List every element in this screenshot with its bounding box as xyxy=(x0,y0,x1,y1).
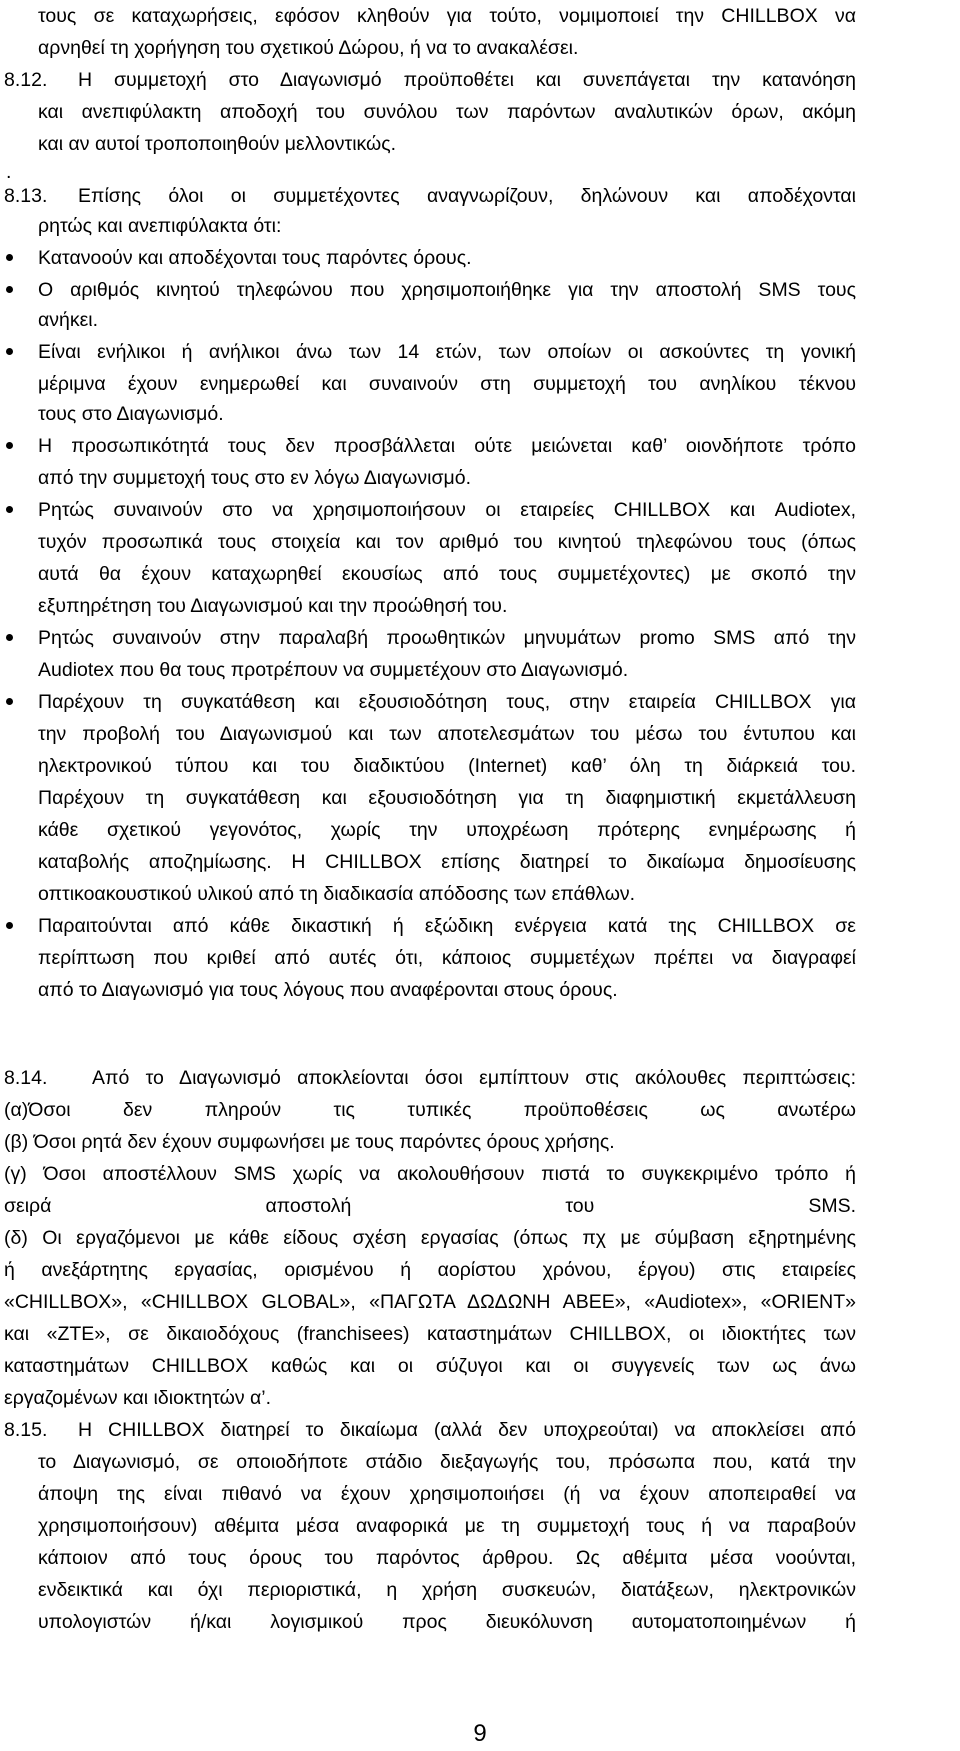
bullet-text: τυχόν προσωπικά τους στοιχεία και τον αριθμό του κινητού τηλεφώνου τους (όπως xyxy=(38,531,856,553)
section-8-14-text: «CHILLBOX», «CHILLBOX GLOBAL», «ΠΑΓΩΤΑ ΔΩΔΩΝΗ ΑΒΕΕ», «Audiotex», «ORIENT» xyxy=(4,1291,856,1313)
bullet-text: Παραιτούνται από κάθε δικαστική ή εξώδικη ενέργεια κατά της CHILLBOX σε xyxy=(38,915,856,937)
section-8-14-text: ή ανεξάρτητης εργασίας, ορισμένου ή αορίστου χρόνου, έργου) στις εταιρείες xyxy=(4,1259,856,1281)
section-8-13-text: ρητώς και ανεπιφύλακτα ότι: xyxy=(38,215,282,237)
section-8-12-text: και αν αυτοί τροποποιηθούν μελλοντικώς. xyxy=(38,133,397,155)
intro-line: τους σε καταχωρήσεις, εφόσον κληθούν για τούτο, νομιμοποιεί την CHILLBOX να xyxy=(38,5,856,27)
bullet-text: Παρέχουν τη συγκατάθεση και εξουσιοδότηση για τη διαφημιστική εκμετάλλευση xyxy=(38,787,856,809)
bullet-text: Παρέχουν τη συγκατάθεση και εξουσιοδότηση τους, στην εταιρεία CHILLBOX για xyxy=(38,691,856,713)
bullet-icon xyxy=(6,348,13,355)
bullet-icon xyxy=(6,442,13,449)
bullet-text: μέριμνα έχουν ενημερωθεί και συναινούν στη συμμετοχή του ανηλίκου τέκνου xyxy=(38,373,856,395)
section-8-15-text: Η CHILLBOX διατηρεί το δικαίωμα (αλλά δεν υποχρεούται) να αποκλείσει από xyxy=(78,1419,856,1441)
bullet-text: Είναι ενήλικοι ή ανήλικοι άνω των 14 ετών, των οποίων οι ασκούντες τη γονική xyxy=(38,341,856,363)
bullet-text: από την συμμετοχή τους στο εν λόγω Διαγωνισμό. xyxy=(38,467,471,489)
bullet-text: κάθε σχετικού γεγονότος, χωρίς την υποχρέωση πρότερης ενημέρωσης ή xyxy=(38,819,856,841)
section-8-14-heading: Από το Διαγωνισμό αποκλείονται όσοι εμπίπτουν στις ακόλουθες περιπτώσεις: xyxy=(92,1067,856,1089)
section-8-15-text: κάποιον από τους όρους του παρόντος άρθρου. Ως αθέμιτα μέσα νοούνται, xyxy=(38,1547,856,1569)
bullet-icon xyxy=(6,506,13,513)
bullet-text: τους στο Διαγωνισμό. xyxy=(38,403,224,425)
bullet-text: Ο αριθμός κινητού τηλεφώνου που χρησιμοποιήθηκε για την αποστολή SMS τους xyxy=(38,279,856,301)
section-8-13-text: Επίσης όλοι οι συμμετέχοντες αναγνωρίζουν, δηλώνουν και αποδέχονται xyxy=(78,185,856,207)
bullet-text: την προβολή του Διαγωνισμού και των αποτελεσμάτων του μέσω του έντυπου και xyxy=(38,723,856,745)
bullet-text: αυτά θα έχουν καταχωρηθεί εκουσίως από τους συμμετέχοντες) με σκοπό την xyxy=(38,563,856,585)
section-8-14-text: σειρά αποστολή του SMS. xyxy=(4,1195,856,1217)
section-number: 8.14. xyxy=(4,1067,48,1089)
bullet-text: Audiotex που θα τους προτρέπουν να συμμετέχουν στο Διαγωνισμό. xyxy=(38,659,629,681)
section-8-15-text: άποψη της είναι πιθανό να έχουν χρησιμοποιήσει (ή να έχουν αποπειραθεί να xyxy=(38,1483,856,1505)
section-8-15-text: υπολογιστών ή/και λογισμικού προς διευκόλυνση αυτοματοποιημένων ή xyxy=(38,1611,856,1633)
section-8-15-text: το Διαγωνισμό, σε οποιοδήποτε στάδιο διεξαγωγής του, πρόσωπα που, κατά την xyxy=(38,1451,856,1473)
bullet-icon xyxy=(6,922,13,929)
section-number: 8.13. xyxy=(4,185,48,207)
section-8-14-text: (α)Όσοι δεν πληρούν τις τυπικές προϋποθέσεις ως ανωτέρω xyxy=(4,1099,856,1121)
section-8-15-text: χρησιμοποιήσουν) αθέμιτα μέσα αναφορικά με τη συμμετοχή τους ή να παραβούν xyxy=(38,1515,856,1537)
section-8-14-text: (δ) Οι εργαζόμενοι με κάθε είδους σχέση εργασίας (όπως πχ με σύμβαση εξηρτημένης xyxy=(4,1227,856,1249)
section-number: 8.12. xyxy=(4,69,48,91)
page-number: 9 xyxy=(473,1720,487,1747)
bullet-text: Ρητώς συναινούν στην παραλαβή προωθητικών μηνυμάτων promo SMS από την xyxy=(38,627,856,649)
bullet-text: ανήκει. xyxy=(38,309,99,331)
section-8-14-text: (γ) Όσοι αποστέλλουν SMS χωρίς να ακολουθήσουν πιστά το συγκεκριμένο τρόπο ή xyxy=(4,1163,856,1185)
section-8-12-text: και ανεπιφύλακτη αποδοχή του συνόλου των παρόντων αναλυτικών όρων, ακόμη xyxy=(38,101,856,123)
intro-line: αρνηθεί τη χορήγηση του σχετικού Δώρου, ή να το ανακαλέσει. xyxy=(38,37,579,59)
section-number: 8.15. xyxy=(4,1419,48,1441)
bullet-icon xyxy=(6,634,13,641)
section-8-14-text: εργαζομένων και ιδιοκτητών α’. xyxy=(4,1387,272,1409)
stray-dot: . xyxy=(6,161,12,183)
section-8-14-text: (β) Όσοι ρητά δεν έχουν συμφωνήσει με τους παρόντες όρους χρήσης. xyxy=(4,1131,615,1153)
section-8-15-text: ενδεικτικά και όχι περιοριστικά, η χρήση συσκευών, διατάξεων, ηλεκτρονικών xyxy=(38,1579,856,1601)
bullet-text: περίπτωση που κριθεί από αυτές ότι, κάποιος συμμετέχων πρέπει να διαγραφεί xyxy=(38,947,856,969)
bullet-text: καταβολής αποζημίωσης. Η CHILLBOX επίσης διατηρεί το δικαίωμα δημοσίευσης xyxy=(38,851,856,873)
section-8-14-text: καταστημάτων CHILLBOX καθώς και οι σύζυγοι και οι συγγενείς των ως άνω xyxy=(4,1355,856,1377)
bullet-text: εξυπηρέτηση του Διαγωνισμού και την προώθησή του. xyxy=(38,595,508,617)
bullet-icon xyxy=(6,698,13,705)
bullet-icon xyxy=(6,286,13,293)
bullet-text: Κατανοούν και αποδέχονται τους παρόντες όρους. xyxy=(38,247,472,269)
bullet-text: ηλεκτρονικού τύπου και του διαδικτύου (Internet) καθ’ όλη τη διάρκειά του. xyxy=(38,755,856,777)
bullet-icon xyxy=(6,254,13,261)
section-8-14-text: και «ZTE», σε δικαιοδόχους (franchisees) καταστημάτων CHILLBOX, οι ιδιοκτήτες των xyxy=(4,1323,856,1345)
section-8-12-text: Η συμμετοχή στο Διαγωνισμό προϋποθέτει και συνεπάγεται την κατανόηση xyxy=(78,69,856,91)
bullet-text: Ρητώς συναινούν στο να χρησιμοποιήσουν οι εταιρείες CHILLBOX και Audiotex, xyxy=(38,499,856,521)
bullet-text: από το Διαγωνισμό για τους λόγους που αναφέρονται στους όρους. xyxy=(38,979,618,1001)
bullet-text: οπτικοακουστικού υλικού από τη διαδικασία απόδοσης των επάθλων. xyxy=(38,883,636,905)
bullet-text: Η προσωπικότητά τους δεν προσβάλλεται ούτε μειώνεται καθ’ οιονδήποτε τρόπο xyxy=(38,435,856,457)
